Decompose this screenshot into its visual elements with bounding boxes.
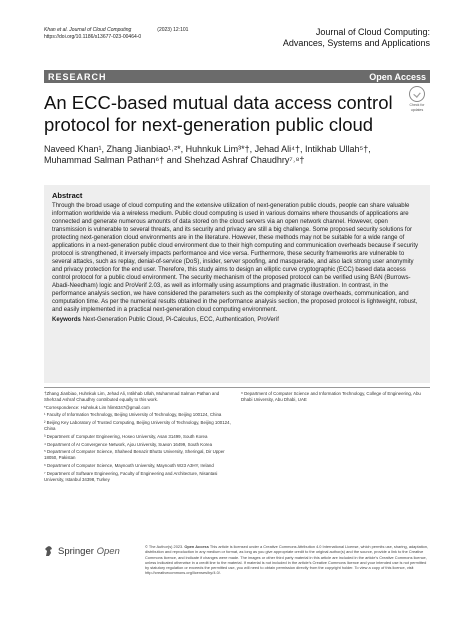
open-access-bold: Open Access — [184, 544, 209, 549]
running-header — [44, 27, 188, 41]
footnote: ⁵ Department of Computer Science, Shaheed Benazir Bhutto University, Sheringal, Dir Upper 18050, Pakistan — [44, 449, 225, 461]
abstract-heading: Abstract — [52, 191, 83, 200]
abstract-text: Through the broad usage of cloud computing and the extensive utilization of next-generation public clouds, people can share valuable information worldwide via a wireless medium. Public cloud computing is used in various domains where thousands of applications are connected and generate numerous amounts of data stored on the cloud servers via an open network channel. However, open transmission is vulnerable to several threats, and its security and privacy are still a big challenge. Some proposed security solutions for protecting next-generation cloud environments are in the literature. However, these methods may not be suitable for a wide range of applications in a next-generation public cloud environment due to their high computing and communication overheads because if security protocol is strengthened, it inversely impacts performance and vice versa. Furthermore, these security frameworks are vulnerable to several attacks, such as replay, denial-of-service (DoS), insider, server spoofing, and masquerade, and also lack strong user anonymity and privacy protection for the end user. Therefore, this study aims to design an elliptic curve cryptographic (ECC) based data access control protocol for a public cloud environment. The security mechanism of the proposed protocol can be verified using BAN (Burrows-Abadi-Needham) logic and ProVerif 2.03, as well as informally using assumptions and pragmatic illustration. In contrast, in the performance analysis section, we have considered the parameters such as the complexity of storage overheads, communication, and computation time. As per the numerical results obtained in the performance analysis section, the proposed protocol is lightweight, robust, and easily implemented in a practical next-generation cloud computing environment. — [52, 203, 419, 313]
section-label: RESEARCH — [48, 71, 107, 82]
journal-name — [230, 27, 430, 49]
footnote: ⁸ Department of Computer Science and Information Technology, College of Engineering, Abu Dhabi University, Abu Dhabi, UAE — [241, 391, 421, 402]
running-head: Khan et al. Journal of Cloud Computing — [44, 27, 132, 33]
footnote: *Correspondence: Huhnkuk Lim hlim6347@gmail.com — [44, 404, 150, 410]
check-for-updates-badge[interactable] — [404, 86, 430, 116]
footnote: ⁷ Department of Software Engineering, Faculty of Engineering and Architecture, Nisantasi University, Istanbul 34398, Turkey — [44, 470, 218, 482]
authors-line1: Naveed Khan¹, Zhang Jianbiao¹˒²*, Huhnkuk Lim³*†, Jehad Ali⁴†, Intikhab Ullah⁵†, — [44, 144, 371, 154]
year-issue: (2023) 12:101 — [157, 27, 189, 33]
footnote: ¹ Faculty of Information Technology, Beijing University of Technology, Beijing 100124, China — [44, 412, 222, 418]
authors-line2: Muhammad Salman Pathan⁶† and Shehzad Ashraf Chaudhry⁷˒⁸† — [44, 155, 305, 165]
footnote: ² Beijing Key Laboratory of Trusted Computing, Beijing University of Technology, Beijing 100124, China — [44, 420, 231, 431]
footnote-divider — [44, 387, 430, 388]
springer-horse-icon — [44, 545, 54, 557]
open-access-label: Open Access — [369, 71, 426, 82]
badge-label-1: Check for — [409, 103, 425, 107]
footnote: ⁴ Department of AI Convergence Network, Ajou University, Suwon 16499, South Korea — [44, 441, 213, 447]
badge-label-2: updates — [410, 108, 424, 112]
doi-link[interactable]: https://doi.org/10.1186/s13677-023-00464-0 — [44, 34, 142, 40]
license-text — [145, 544, 431, 576]
journal-name-line1: Journal of Cloud Computing: — [315, 27, 430, 37]
journal-name-line2: Advances, Systems and Applications — [282, 38, 430, 48]
copyright: © The Author(s) 2023. — [145, 544, 184, 549]
abstract-box — [44, 185, 430, 383]
keywords — [52, 316, 422, 324]
keywords-list: Next-Generation Public Cloud, Pi-Calculus, ECC, Authentication, ProVerif — [82, 317, 279, 323]
check-updates-icon — [409, 86, 425, 102]
footnote: ⁶ Department of Computer Science, Maynooth University, Maynooth W23 A3HY, Ireland — [44, 462, 214, 468]
article-type-banner — [44, 70, 430, 83]
footnotes-left — [44, 391, 234, 484]
footnotes-right — [241, 391, 431, 403]
springer-open-logo — [44, 544, 144, 558]
license-body: This article is licensed under a Creative Commons Attribution 4.0 International License, which permits use, sharing, adaptation, distribution and reproduction in any medium or format, as long as you give appropriate credit to the original author(s) and the source, provide a link to the Creative Commons licence, and indicate if changes were made. The images or other third party material in this article are included in the article's Creative Commons licence, unless indicated otherwise in a credit line to the material. If material is not included in the article's Creative Commons licence and your intended use is not permitted by statutory regulation or exceeds the permitted use, you will need to obtain permission directly from the copyright holder. To view a copy of this licence, visit http://creativecommons.org/licenses/by/4.0/. — [145, 544, 429, 576]
footnote: ³ Department of Computer Engineering, Hoseo University, Asan 31499, South Korea — [44, 433, 208, 439]
article-title: An ECC-based mutual data access control protocol for next-generation public cloud — [44, 92, 393, 135]
publisher-name: Springer Open — [58, 545, 120, 557]
footnote: †Zhang Jianbiao, Huhnkuk Lim, Jehad Ali, Intikhab Ullah, Muhammad Salman Pathan and Shehzad Ashraf Chaudhry contributed equally to this work. — [44, 391, 220, 402]
keywords-label: Keywords — [52, 317, 81, 323]
author-list — [44, 144, 430, 166]
